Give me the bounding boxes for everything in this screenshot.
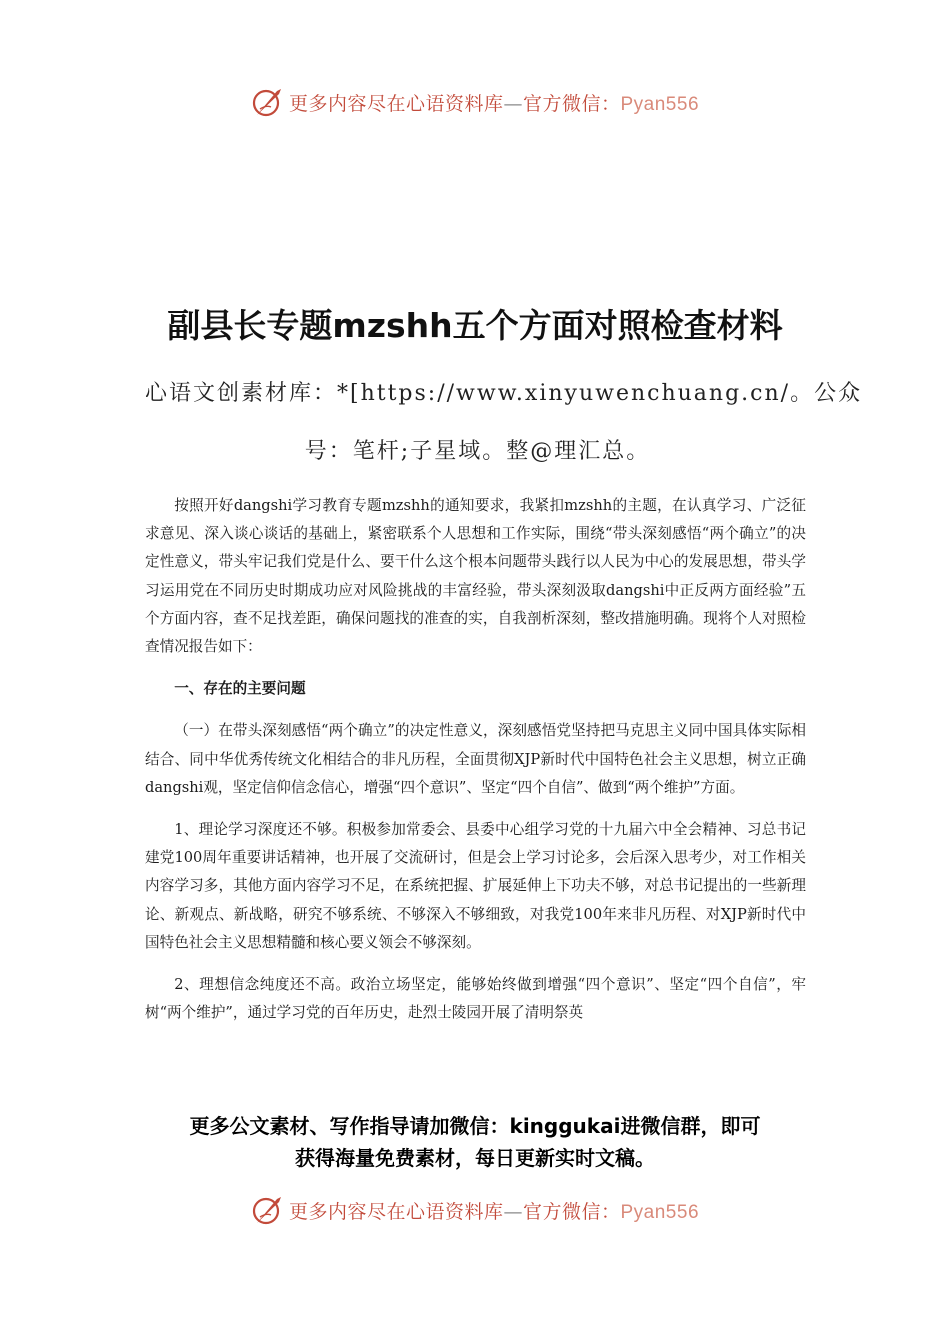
banner-prefix: 更多内容尽在心语资料库 bbox=[288, 92, 504, 115]
footer-watermark-banner bbox=[0, 1190, 950, 1230]
point-1-paragraph: 1、理论学习深度还不够。积极参加常委会、县委中心组学习党的十九届六中全会精神、习总书记建党100周年重要讲话精神，也开展了交流研讨，但是会上学习讨论多，会后深入思考少，对工作相关内容学习多，其他方面内容学习不足，在系统把握、扩展延伸上下功夫不够，对总书记提出的一些新理论、新观点、新战略，研究不够系统、不够深入不够细致，对我党100年来非凡历程、对XJP新时代中国特色社会主义思想精髓和核心要义领会不够深刻。 bbox=[145, 821, 806, 951]
point-2-paragraph: 2、理想信念纯度还不高。政治立场坚定，能够始终做到增强“四个意识”、坚定“四个自信”，牢树“两个维护”，通过学习党的百年历史，赴烈士陵园开展了清明祭英 bbox=[145, 976, 806, 1022]
section-heading: 一、存在的主要问题 bbox=[174, 680, 306, 698]
banner-official: 官方微信： bbox=[522, 1200, 621, 1223]
promo-line-1: 更多公文素材、写作指导请加微信：kinggukai进微信群，即可 bbox=[189, 1114, 761, 1138]
header-watermark-banner bbox=[0, 82, 950, 122]
subsection-paragraph: （一）在带头深刻感悟“两个确立”的决定性意义，深刻感悟党坚持把马克思主义同中国具体实际相结合、同中华优秀传统文化相结合的非凡历程，全面贯彻XJP新时代中国特色社会主义思想，树立正确dangshi观，坚定信仰信念信心，增强“四个意识”、坚定“四个自信”、做到“两个维护”方面。 bbox=[145, 722, 806, 796]
banner-prefix: 更多内容尽在心语资料库 bbox=[288, 1200, 504, 1223]
quill-pen-logo-icon bbox=[251, 1193, 285, 1227]
banner-separator: — bbox=[503, 92, 523, 115]
banner-official: 官方微信： bbox=[522, 92, 621, 115]
banner-wechat-id: Pyan556 bbox=[620, 1201, 700, 1223]
source-note-line-1: 心语文创素材库：*[https://www.xinyuwenchuang.cn/。公众 bbox=[145, 381, 863, 406]
document-title: 副县长专题mzshh五个方面对照检查材料 bbox=[167, 306, 783, 345]
document-body bbox=[145, 492, 806, 1041]
intro-paragraph: 按照开好dangshi学习教育专题mzshh的通知要求，我紧扣mzshh的主题，在认真学习、广泛征求意见、深入谈心谈话的基础上，紧密联系个人思想和工作实际，围绕“带头深刻感悟“两个确立”的决定性意义，带头牢记我们党是什么、要干什么这个根本问题带头践行以人民为中心的发展思想，带头学习运用党在不同历史时期成功应对风险挑战的丰富经验，带头深刻汲取dangshi中正反两方面经验”五个方面内容，查不足找差距，确保问题找的准查的实，自我剖析深刻，整改措施明确。现将个人对照检查情况报告如下： bbox=[145, 497, 806, 656]
quill-pen-logo-icon bbox=[251, 85, 285, 119]
source-note-line-2: 号：笔杆;子星域。整@理汇总。 bbox=[304, 439, 651, 464]
promo-line-2: 获得海量免费素材，每日更新实时文稿。 bbox=[295, 1146, 655, 1170]
banner-wechat-id: Pyan556 bbox=[620, 93, 700, 115]
promo-notice bbox=[100, 1110, 850, 1174]
banner-separator: — bbox=[503, 1200, 523, 1223]
